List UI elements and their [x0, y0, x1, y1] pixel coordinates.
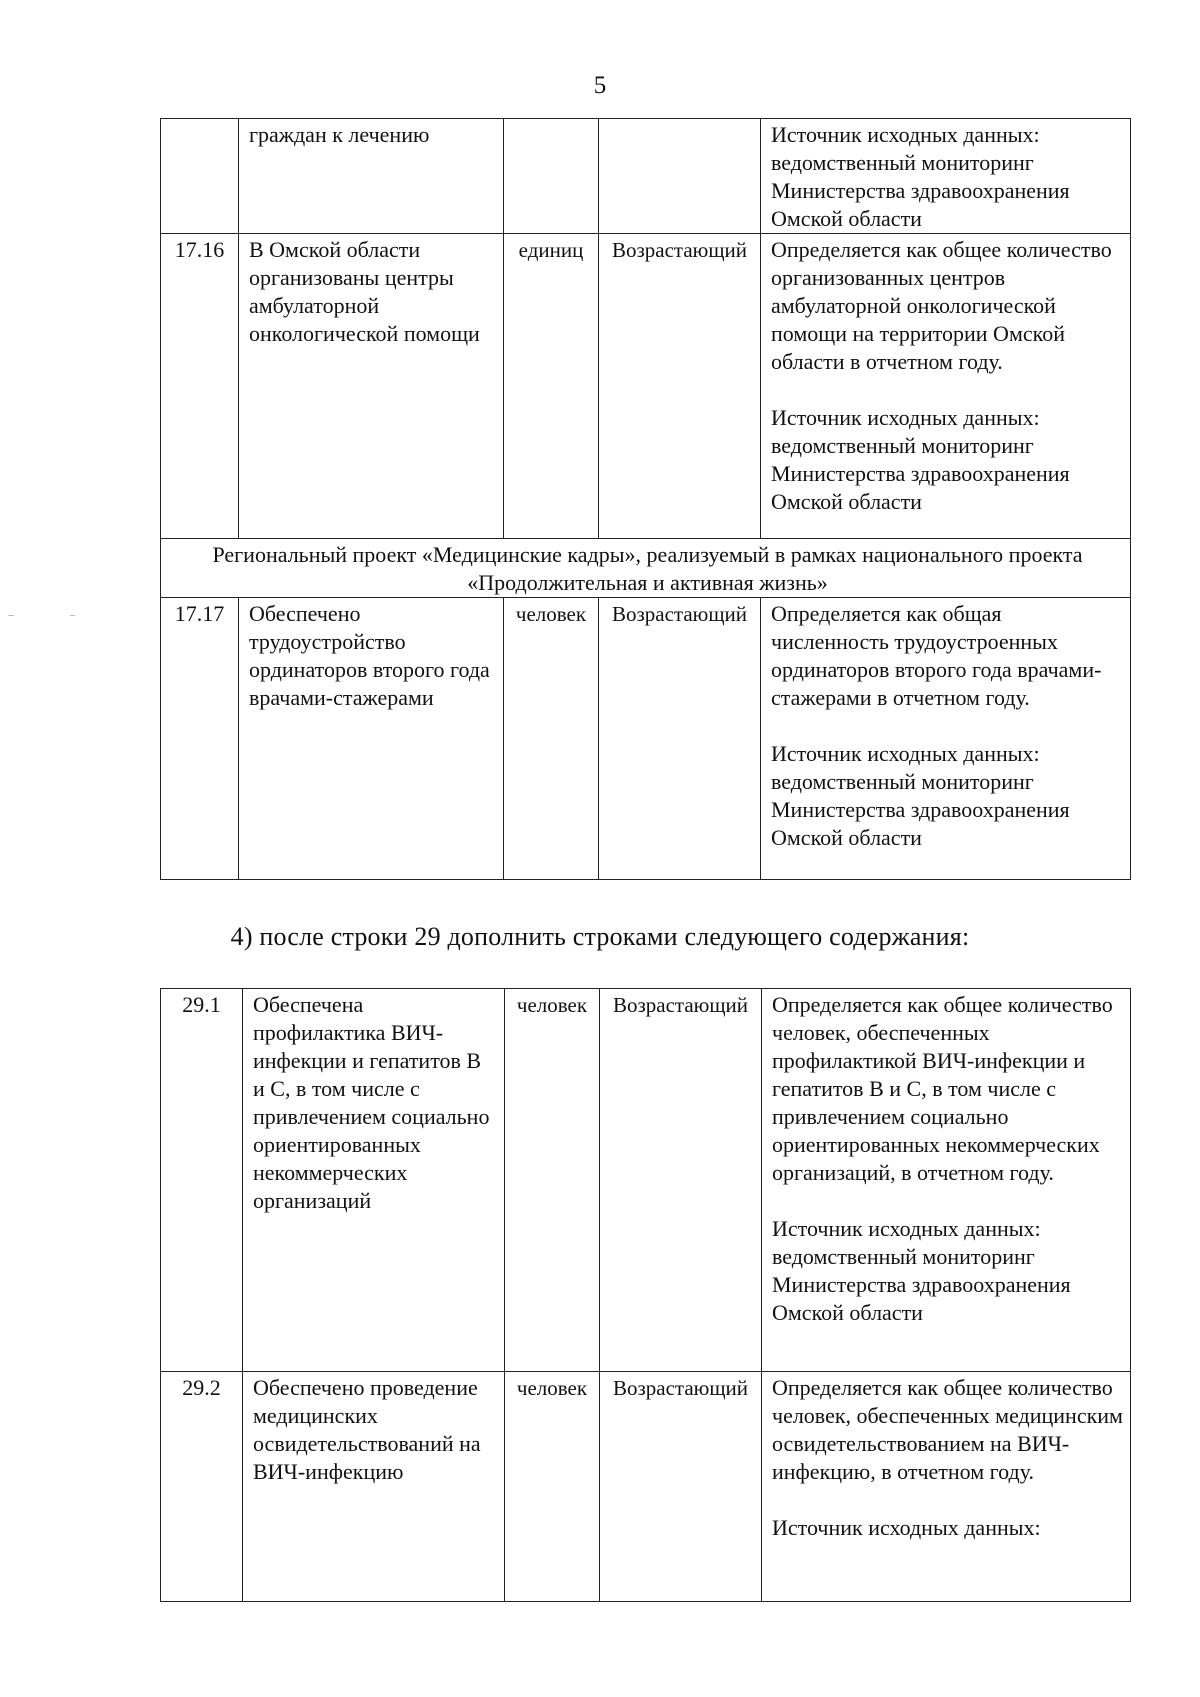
paragraph-gap [772, 1187, 1124, 1215]
section-header-row [161, 539, 1131, 598]
row-number-cell: 17.16 [161, 234, 239, 539]
method-paragraph: Определяется как общее количество человек, обеспеченных профилактикой ВИЧ-инфекции и гепатитов В и С, в том числе с привлечением социально ориентированных некоммерческих организаций, в отчетном году. [772, 992, 1113, 1185]
indicators-table-continued [160, 118, 1131, 880]
method-cell [761, 598, 1131, 880]
method-cell [761, 234, 1131, 539]
paragraph-gap [772, 1486, 1124, 1514]
indicator-name-cell: Обеспечено трудоустройство ординаторов второго года врачами-стажерами [239, 598, 504, 880]
method-paragraph: Источник исходных данных: ведомственный мониторинг Министерства здравоохранения Омской области [771, 122, 1070, 231]
page-number: 5 [593, 72, 607, 99]
indicator-name-cell: граждан к лечению [239, 119, 504, 234]
unit-cell: единиц [504, 234, 599, 539]
scan-artifact [8, 615, 14, 616]
section-title: Региональный проект «Медицинские кадры», реализуемый в рамках национального проекта «Продолжительная и активная жизнь» [161, 539, 1131, 598]
table-row [161, 234, 1131, 539]
method-paragraph: Определяется как общее количество человек, обеспеченных медицинским освидетельствованием на ВИЧ-инфекцию, в отчетном году. [772, 1375, 1123, 1484]
method-cell [762, 1372, 1131, 1602]
row-number-cell: 17.17 [161, 598, 239, 880]
unit-cell [504, 119, 599, 234]
method-source-paragraph: Источник исходных данных: ведомственный мониторинг Министерства здравоохранения Омской области [771, 741, 1070, 850]
table-row [161, 989, 1131, 1372]
table-row [161, 119, 1131, 234]
row-number-cell [161, 119, 239, 234]
method-source-paragraph: Источник исходных данных: [772, 1515, 1041, 1540]
direction-cell: Возрастающий [600, 1372, 762, 1602]
method-cell [761, 119, 1131, 234]
method-source-paragraph: Источник исходных данных: ведомственный мониторинг Министерства здравоохранения Омской области [772, 1216, 1071, 1325]
unit-cell: человек [504, 598, 599, 880]
table-row [161, 1372, 1131, 1602]
direction-cell: Возрастающий [600, 989, 762, 1372]
unit-cell: человек [505, 1372, 600, 1602]
unit-cell: человек [505, 989, 600, 1372]
direction-cell [599, 119, 761, 234]
method-source-paragraph: Источник исходных данных: ведомственный мониторинг Министерства здравоохранения Омской области [771, 405, 1070, 514]
method-cell [762, 989, 1131, 1372]
indicator-name-cell: В Омской области организованы центры амбулаторной онкологической помощи [239, 234, 504, 539]
row-number-cell: 29.1 [161, 989, 243, 1372]
scan-artifact [70, 615, 75, 616]
direction-cell: Возрастающий [599, 234, 761, 539]
amendment-instruction: 4) после строки 29 дополнить строками следующего содержания: [230, 922, 970, 951]
method-paragraph: Определяется как общая численность трудоустроенных ординаторов второго года врачами-стажерами в отчетном году. [771, 601, 1102, 710]
indicators-table-added [160, 988, 1131, 1602]
direction-cell: Возрастающий [599, 598, 761, 880]
paragraph-gap [771, 376, 1124, 404]
table-row [161, 598, 1131, 880]
method-paragraph: Определяется как общее количество организованных центров амбулаторной онкологической помощи на территории Омской области в отчетном году. [771, 237, 1112, 374]
indicator-name-cell: Обеспечена профилактика ВИЧ-инфекции и гепатитов В и С, в том числе с привлечением социально ориентированных некоммерческих организаций [243, 989, 505, 1372]
row-number-cell: 29.2 [161, 1372, 243, 1602]
indicator-name-cell: Обеспечено проведение медицинских освидетельствований на ВИЧ-инфекцию [243, 1372, 505, 1602]
paragraph-gap [771, 712, 1124, 740]
